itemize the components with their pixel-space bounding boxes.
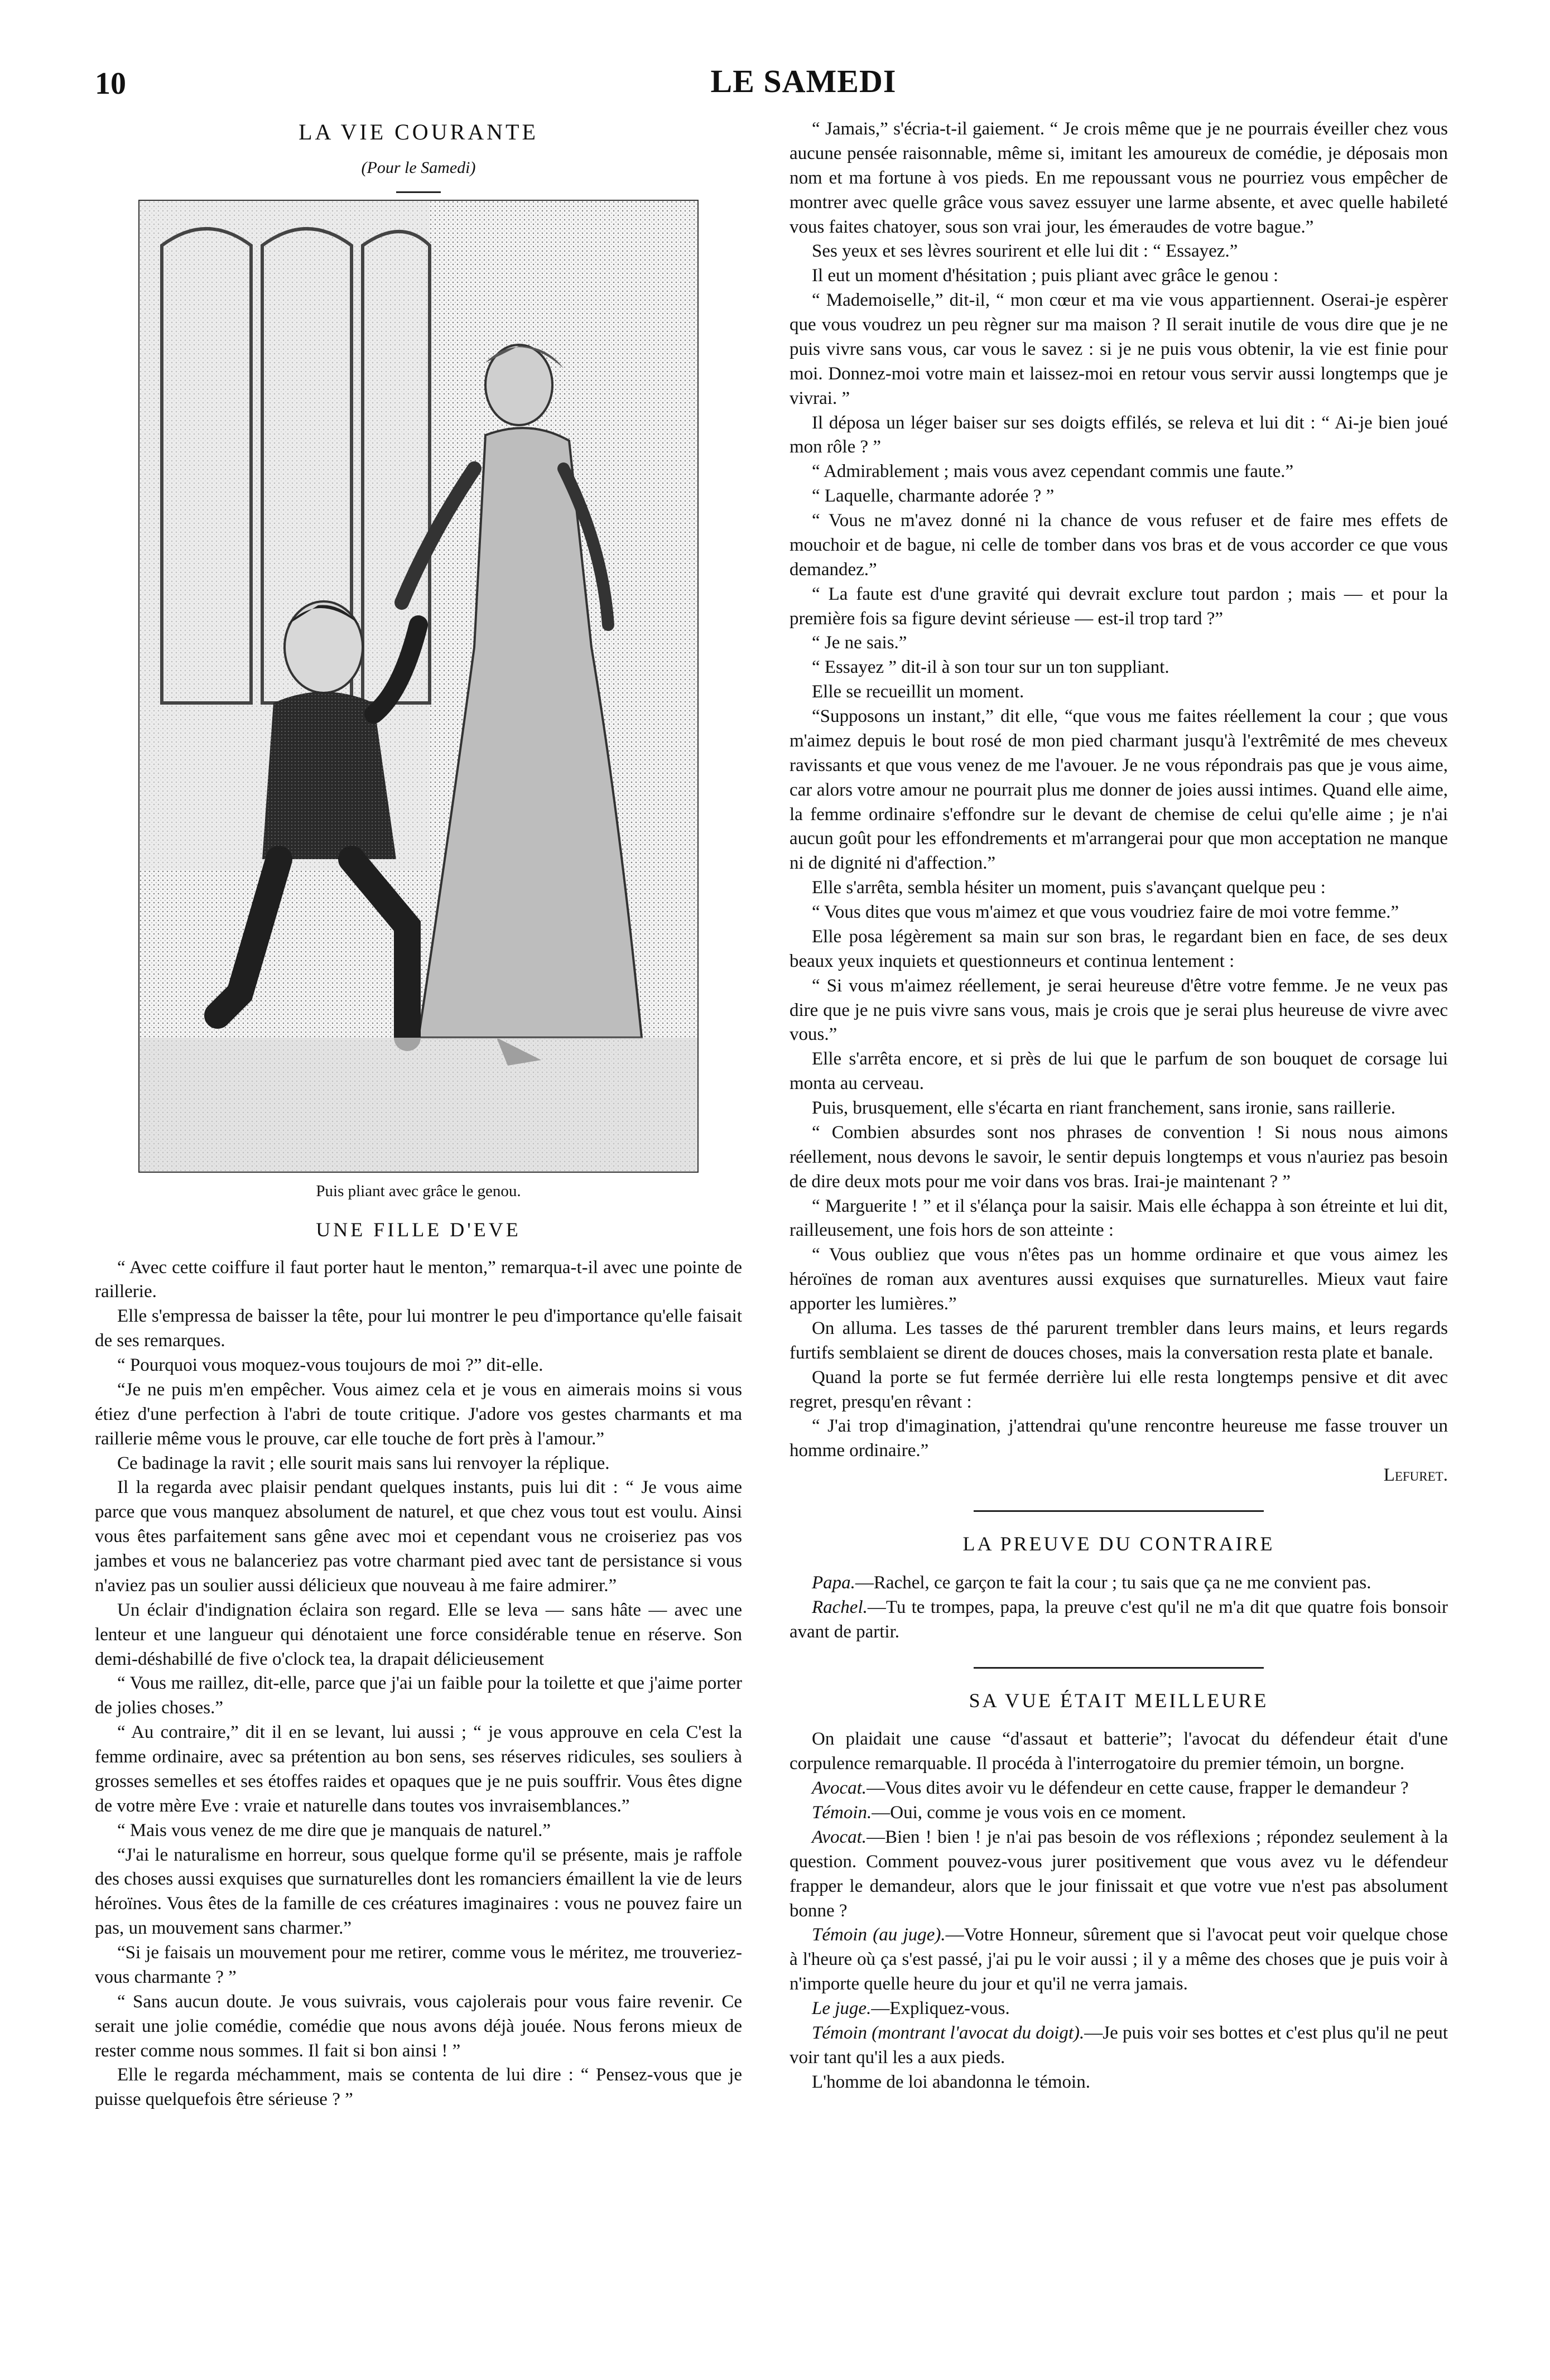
line-text: —Bien ! bien ! je n'ai pas besoin de vos réflexions ; répondez seulement à la question. Comment pouvez-vous jurer positivement que vous avez vu le défendeur frapper le demandeur, alors que le jour finissait et que votre vue n'est pas absolument bonne ? xyxy=(790,1827,1448,1921)
dialogue-line xyxy=(790,1596,1448,1645)
paragraph: “Si je faisais un mouvement pour me retirer, comme vous le méritez, me trouveriez-vous charmante ? ” xyxy=(95,1943,742,1987)
paragraph: “ Laquelle, charmante adorée ? ” xyxy=(812,486,1055,507)
dialogue-line xyxy=(790,1801,1448,1825)
paragraph: “ Vous oubliez que vous n'êtes pas un homme ordinaire et que vous aimez les héroïnes de roman aux aventures aussi exquises que surnaturelles. Mieux vaut faire apporter les lumières.” xyxy=(790,1245,1448,1314)
paragraph: “ Marguerite ! ” et il s'élança pour la saisir. Mais elle échappa à son étreinte et lui dit, railleusement, une fois hors de son atteinte : xyxy=(790,1196,1448,1241)
line-text: —Tu te trompes, papa, la preuve c'est qu'il ne m'a dit que quatre fois bonsoir avant de partir. xyxy=(790,1597,1448,1642)
line-text: —Vous dites avoir vu le défendeur en cette cause, frapper le demandeur ? xyxy=(867,1778,1409,1799)
paragraph: Elle s'arrêta encore, et si près de lui que le parfum de son bouquet de corsage lui monta au cerveau. xyxy=(790,1049,1448,1094)
dialogue-line xyxy=(790,1571,1448,1596)
illustration-caption: Puis pliant avec grâce le genou. xyxy=(316,1182,521,1201)
paragraph: Elle s'arrêta, sembla hésiter un moment, puis s'avançant quelque peu : xyxy=(812,878,1326,898)
dialogue-line xyxy=(790,1997,1448,2021)
paragraph: “ J'ai trop d'imagination, j'attendrai qu'une rencontre heureuse me fasse trouver un homme ordinaire.” xyxy=(790,1416,1448,1461)
author-signature: Lefuret. xyxy=(1383,1465,1448,1486)
section-title: SA VUE ÉTAIT MEILLEURE xyxy=(969,1689,1269,1712)
paragraph: On plaidait une cause “d'assaut et batterie”; l'avocat du défendeur était d'une corpulence remarquable. Il procéda à l'interrogatoire du premier témoin, un borgne. xyxy=(790,1729,1448,1774)
line-text: —Rachel, ce garçon te fait la cour ; tu sais que ça ne me convient pas. xyxy=(855,1572,1371,1593)
paragraph: Elle le regarda méchamment, mais se contenta de lui dire : “ Pensez-vous que je puisse quelquefois être sérieuse ? ” xyxy=(95,2065,742,2110)
section-subtitle: (Pour le Samedi) xyxy=(361,158,476,177)
speaker: Avocat. xyxy=(812,1778,867,1799)
speaker: Rachel. xyxy=(812,1597,868,1617)
section-rule xyxy=(974,1667,1264,1669)
speaker: Témoin. xyxy=(812,1803,872,1823)
paragraph: Ce badinage la ravit ; elle sourit mais sans lui renvoyer la réplique. xyxy=(117,1453,610,1473)
speaker: Avocat. xyxy=(812,1827,867,1847)
paragraph: Il eut un moment d'hésitation ; puis pliant avec grâce le genou : xyxy=(812,266,1279,286)
paragraph: Elle se recueillit un moment. xyxy=(812,682,1024,702)
paragraph: “ Je ne sais.” xyxy=(812,633,907,653)
illustration-icon xyxy=(138,200,699,1173)
paragraph: “J'ai le naturalisme en horreur, sous quelque forme qu'il se présente, mais je raffole des choses aussi exquises que surnaturelles dont les romanciers émaillent la vie de leurs héroïnes. Vous êtes de la famille de ces créatures imaginaires : vous ne pouvez faire un pas, un mouvement sans charmer.” xyxy=(95,1844,742,1939)
paragraph: “ La faute est d'une gravité qui devrait exclure tout pardon ; mais — et pour la première fois sa figure devint sérieuse — est-il trop tard ?” xyxy=(790,584,1448,629)
paragraph: “ Mademoiselle,” dit-il, “ mon cœur et ma vie vous appartiennent. Oserai-je espèrer que vous voudrez un peu règner sur ma maison ? Il serait inutile de vous dire que je ne puis vivre sans vous, car vous le savez : si je ne puis vous obtenir, la vie est finie pour moi. Donnez-moi votre main et laissez-moi en retour vous servir aussi longtemps que je vivrai. ” xyxy=(790,290,1448,408)
paragraph: Il déposa un léger baiser sur ses doigts effilés, se releva et lui dit : “ Ai-je bien joué mon rôle ? ” xyxy=(790,412,1448,457)
section-title: LA PREUVE DU CONTRAIRE xyxy=(962,1533,1275,1555)
dialogue-line xyxy=(790,1923,1448,1997)
paragraph: “ Vous dites que vous m'aimez et que vous voudriez faire de moi votre femme.” xyxy=(812,902,1399,922)
paragraph: Un éclair d'indignation éclaira son regard. Elle se leva — sans hâte — avec une lenteur et une langueur qui dénotaient une force considérable tenue en réserve. Son demi-déshabillé de five o'clock tea, la drapait délicieusement xyxy=(95,1599,742,1669)
section-rule xyxy=(974,1510,1264,1512)
paragraph: Puis, brusquement, elle s'écarta en riant franchement, sans ironie, sans raillerie. xyxy=(812,1098,1395,1118)
paragraph: Elle s'empressa de baisser la tête, pour lui montrer le peu d'importance qu'elle faisait de ses remarques. xyxy=(95,1306,742,1351)
line-text: —Votre Honneur, sûrement que si l'avocat peut voir quelque chose à l'heure où ça s'est passé, j'ai pu le voir aussi ; il y a même des choses que je puis voir à n'importe quelle heure du jour et qu'il ne verra jamais. xyxy=(790,1925,1448,1994)
speaker: Témoin (au juge). xyxy=(812,1925,946,1945)
dialogue-line xyxy=(790,1776,1448,1801)
paragraph: “ Avec cette coiffure il faut porter haut le menton,” remarqua-t-il avec une pointe de raillerie. xyxy=(95,1257,742,1302)
speaker: Le juge. xyxy=(812,1998,872,2018)
line-text: —Expliquez-vous. xyxy=(871,1998,1010,2018)
speaker: Papa. xyxy=(812,1572,855,1593)
paragraph: “ Si vous m'aimez réellement, je serai heureuse d'être votre femme. Je ne veux pas dire que je ne puis vivre sans vous, mais je crois que je serai plus heureuse de vivre avec vous.” xyxy=(790,975,1448,1045)
paragraph: “ Sans aucun doute. Je vous suivrais, vous cajolerais pour vous faire revenir. Ce serait une jolie comédie, comédie que nous avons déjà jouée. Nous ferons mieux de rester comme nous sommes. Il fait si bon ainsi ! ” xyxy=(95,1991,742,2061)
paragraph: “ Essayez ” dit-il à son tour sur un ton suppliant. xyxy=(812,657,1169,678)
paragraph: “ Pourquoi vous moquez-vous toujours de moi ?” dit-elle. xyxy=(117,1355,543,1376)
running-head: LE SAMEDI xyxy=(710,63,897,99)
paragraph: Quand la porte se fut fermée derrière lui elle resta longtemps pensive et dit avec regret, presqu'en rêvant : xyxy=(790,1367,1448,1412)
paragraph: Il la regarda avec plaisir pendant quelques instants, puis lui dit : “ Je vous aime parce que vous manquez absolument de naturel, et que chez vous tout est voulu. Ainsi vous êtes parfaitement sans gêne avec moi et cependant vous ne croiseriez pas vos jambes et vous ne balanceriez pas votre charmant pied avec tant de persistance si vous n'aviez pas un soulier aussi délicieux que nouveau à me faire admirer.” xyxy=(95,1477,742,1596)
paragraph: “ Combien absurdes sont nos phrases de convention ! Si nous nous aimons réellement, nous devons le savoir, le sentir depuis longtemps et vous n'auriez pas besoin de dire deux mots pour me voir dans vos bras. Irai-je maintenant ? ” xyxy=(790,1122,1448,1192)
dialogue-line xyxy=(790,1825,1448,1924)
story-title: UNE FILLE D'EVE xyxy=(316,1218,521,1241)
page-number: 10 xyxy=(95,66,126,101)
title-rule xyxy=(396,191,441,193)
paragraph: “Je ne puis m'en empêcher. Vous aimez cela et je vous en aimerais moins si vous étiez d'une perfection à l'abri de toute critique. J'adore vos gestes charmants et ma raillerie même vous le prouve, car elle touche de fort près à l'amour.” xyxy=(95,1379,742,1449)
paragraph: “ Mais vous venez de me dire que je manquais de naturel.” xyxy=(117,1820,551,1841)
paragraph: “ Admirablement ; mais vous avez cependant commis une faute.” xyxy=(812,461,1294,482)
paragraph: On alluma. Les tasses de thé parurent trembler dans leurs mains, et leurs regards furtifs semblaient se dirent de douces choses, mais la conversation resta plate et banale. xyxy=(790,1318,1448,1363)
paragraph: “ Vous me raillez, dit-elle, parce que j'ai un faible pour la toilette et que j'aime porter de jolies choses.” xyxy=(95,1673,742,1718)
paragraph: L'homme de loi abandonna le témoin. xyxy=(812,2071,1090,2092)
section-title: LA VIE COURANTE xyxy=(299,119,538,144)
paragraph: “Supposons un instant,” dit elle, “que vous me faites réellement la cour ; que vous m'aimez depuis le bout rosé de mon pied charmant jusqu'à l'extrêmité de mes cheveux ravissants et que vous venez de me l'avouer. Je ne vous répondrais pas que je vous aime, car alors votre amour ne pourrait plus me donner de joies aussi intimes. Quand elle aime, la femme ordinaire s'effondre sur le devant de chemise de celui qu'elle aime ; je n'ai aucun goût pour les effondrements et m'arrangerai pour que mon acceptation ne manque ni de dignité ni d'affection.” xyxy=(790,706,1448,874)
line-text: —Je puis voir ses bottes et c'est plus qu'il ne peut voir tant qu'il les a aux pieds. xyxy=(790,2022,1448,2068)
paragraph: “ Au contraire,” dit il en se levant, lui aussi ; “ je vous approuve en cela C'est la femme ordinaire, avec sa prétention au bon sens, ses réserves ridicules, ses souliers à grosses semelles et ses étoffes raides et opaques que je ne puis souffrir. Vous êtes digne de votre mère Eve : vraie et naturelle dans toutes vos invraisemblances.” xyxy=(95,1722,742,1816)
paragraph: “ Vous ne m'avez donné ni la chance de vous refuser et de faire mes effets de mouchoir et de bague, ni celle de tomber dans vos bras et de vous accorder ce que vous demandez.” xyxy=(790,510,1448,580)
paragraph: Ses yeux et ses lèvres sourirent et elle lui dit : “ Essayez.” xyxy=(812,241,1238,262)
line-text: —Oui, comme je vous vois en ce moment. xyxy=(872,1803,1186,1823)
paragraph: “ Jamais,” s'écria-t-il gaiement. “ Je crois même que je ne pourrais éveiller chez vous aucune pensée raisonnable, même si, imitant les amoureux de comédie, je déposais mon nom et ma fortune à vos pieds. En me repoussant vous ne pourriez vous empêcher de montrer avec quelle grâce vous savez essuyer une larme absente, et avec quelle habileté vous faites chatoyer, sous son vrai jour, les émeraudes de votre bague.” xyxy=(790,119,1448,237)
paragraph: Elle posa légèrement sa main sur son bras, le regardant bien en face, de ses deux beaux yeux inquiets et questionneurs et continua lentement : xyxy=(790,926,1448,971)
right-column xyxy=(790,117,1448,2095)
speaker: Témoin (montrant l'avocat du doigt). xyxy=(812,2022,1085,2043)
dialogue-line xyxy=(790,2021,1448,2070)
left-column xyxy=(95,117,742,2112)
